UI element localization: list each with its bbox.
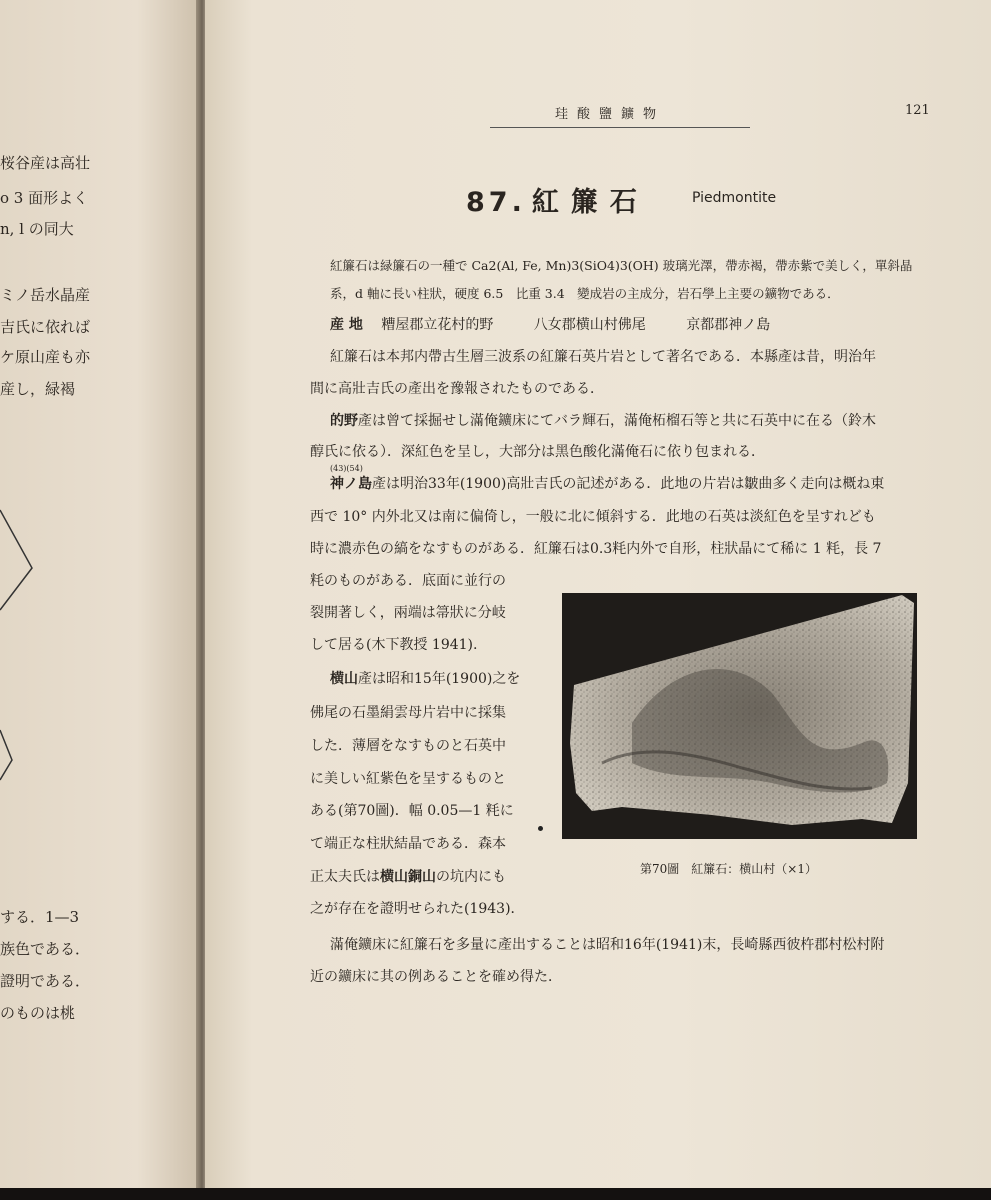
paragraph-line: 醇氏に依る）．深紅色を呈し，大部分は黑色酸化滿俺石に依り包まれる．	[310, 444, 765, 460]
paragraph-line: に美しい紅紫色を呈するものと	[310, 771, 506, 787]
left-page	[0, 0, 196, 1200]
paragraph-line: して居る(木下教授 1941).	[310, 637, 478, 653]
left-page-line: 桜谷産は高壮	[0, 154, 91, 172]
paragraph-line: 間に高壯吉氏の產出を豫報されたものである．	[310, 381, 604, 397]
crystal-diagram-fragment	[0, 500, 40, 790]
locality-item: 八女郡横山村佛尾	[533, 317, 646, 333]
intro-line: 紅簾石は緑簾石の一種で Ca2(Al, Fe, Mn)3(SiO4)3(OH) 玻璃光澤，帶赤褐，帶赤紫で美しく，單斜晶	[330, 258, 913, 273]
left-page-line: する．1—3	[0, 908, 80, 926]
localities-label: 産 地	[330, 317, 363, 333]
english-name: Piedmontite	[692, 190, 777, 206]
mine-name: 横山銅山	[380, 869, 436, 885]
paragraph-text: 產は昭和15年(1900)之を	[358, 671, 521, 687]
left-page-line: 吉氏に依れば	[0, 318, 91, 336]
paragraph-line	[310, 866, 506, 886]
entry-title	[466, 180, 649, 219]
paragraph-line	[330, 473, 884, 493]
locality-name: 神ノ島	[330, 476, 372, 492]
left-page-line: n, l の同大	[0, 220, 74, 238]
left-page-line: のものは桃	[0, 1004, 76, 1022]
localities-row	[330, 314, 770, 334]
left-page-line: ケ原山産も亦	[0, 348, 91, 366]
left-page-line: 證明である．	[0, 972, 91, 990]
intro-line: 系，d 軸に長い柱狀，硬度 6.5 比重 3.4 變成岩の主成分，岩石學上主要の鑛物である．	[330, 286, 840, 301]
paragraph-text: 產は曾て採掘せし滿俺鑛床にてバラ輝石，滿俺柘榴石等と共に石英中に在る（鈴木	[358, 413, 876, 429]
paragraph-line	[330, 410, 876, 430]
paragraph-line: ある(第70圖)．幅 0.05—1 粍に	[310, 803, 514, 819]
header-rule	[490, 127, 750, 128]
locality-item: 京都郡神ノ島	[686, 317, 771, 333]
paragraph-text: の坑内にも	[436, 869, 506, 885]
paragraph-text: 正太夫氏は	[310, 869, 380, 885]
left-page-line: 族色である．	[0, 940, 91, 958]
specimen-photo	[562, 593, 917, 839]
left-page-line: ミノ岳水晶産	[0, 286, 91, 304]
reference-superscript: (43)(54)	[330, 464, 363, 473]
locality-item: 糟屋郡立花村的野	[381, 317, 494, 333]
left-page-line: o 3 面形よく	[0, 189, 89, 207]
paragraph-line: 滿俺鑛床に紅簾石を多量に產出することは昭和16年(1941)末，長崎縣西彼杵郡村松村附	[330, 937, 885, 953]
paragraph-text: 產は明治33年(1900)高壯吉氏の記述がある．此地の片岩は皺曲多く走向は概ね東	[372, 476, 885, 492]
paragraph-line: 粍のものがある．底面に並行の	[310, 573, 506, 589]
entry-number: 87.	[466, 187, 526, 218]
paragraph-line	[330, 668, 520, 688]
left-page-line: 産し，緑褐	[0, 380, 76, 398]
paragraph-line: 西で 10° 内外北又は南に偏倚し，一般に北に傾斜する．此地の石英は淡紅色を呈すれども	[310, 509, 876, 525]
paragraph-line: した．薄層をなすものと石英中	[310, 738, 506, 754]
paragraph-line: て端正な柱狀結晶である．森本	[310, 836, 506, 852]
paragraph-line: 佛尾の石墨絹雲母片岩中に採集	[310, 705, 506, 721]
locality-name: 横山	[330, 671, 358, 687]
locality-name: 的野	[330, 413, 358, 429]
figure-caption: 第70圖 紅簾石：横山村（×1）	[640, 862, 817, 876]
paragraph-line: 裂開著しく，兩端は箒狀に分岐	[310, 605, 506, 621]
bottom-edge	[0, 1188, 991, 1200]
specimen-photo-image	[562, 593, 917, 839]
running-header: 珪酸鹽鑛物	[555, 107, 666, 122]
paragraph-line: 時に濃赤色の縞をなすものがある．紅簾石は0.3粍内外で自形，柱狀晶にて稀に 1 粍，長 7	[310, 541, 882, 557]
paragraph-line: 紅簾石は本邦内帶古生層三波系の紅簾石英片岩として著名である．本縣產は昔，明治年	[330, 349, 876, 365]
paragraph-line: 之が存在を證明せられた(1943)．	[310, 901, 525, 917]
printing-speck	[538, 826, 543, 831]
paragraph-line: 近の鑛床に其の例あることを確め得た．	[310, 969, 562, 985]
page-number: 121	[905, 103, 930, 118]
entry-title-kanji: 紅簾石	[531, 187, 649, 218]
